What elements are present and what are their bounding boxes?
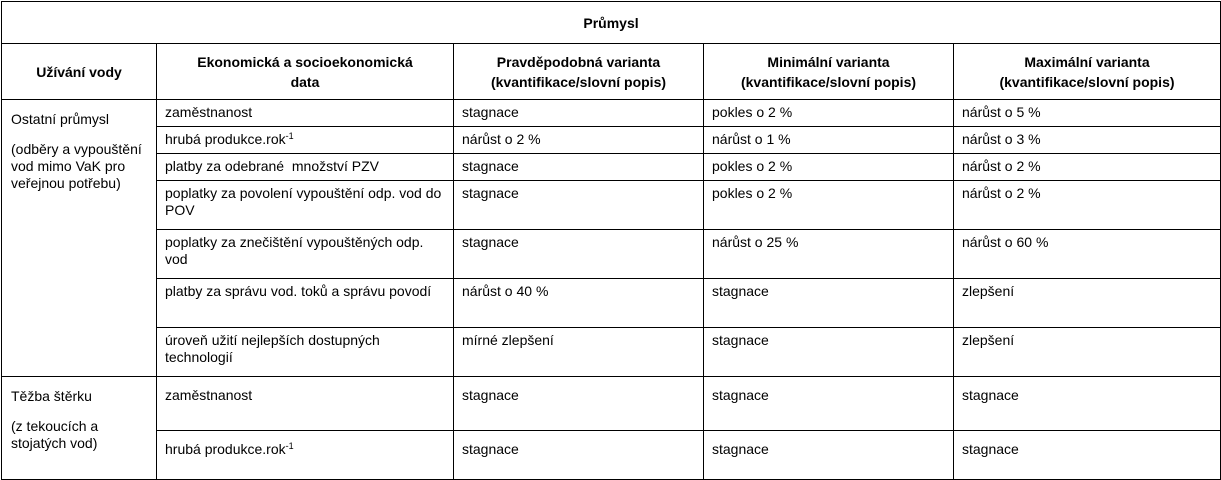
cell-maximal: nárůst o 60 % [954,230,1221,279]
cell-probable: nárůst o 2 % [454,127,704,154]
industry-table [1,1,1221,480]
cell-maximal: nárůst o 3 % [954,127,1221,154]
cell-probable: stagnace [454,100,704,127]
cell-probable: mírné zlepšení [454,328,704,377]
cell-minimal: stagnace [704,328,954,377]
cell-economic: úroveň užití nejlepších dostupných technologií [157,328,454,377]
table-title: Průmysl [2,2,1221,44]
cell-economic: poplatky za znečištění vypouštěných odp. vod [157,230,454,279]
cell-minimal: stagnace [704,377,954,431]
table-row [2,377,1221,431]
cell-minimal: nárůst o 1 % [704,127,954,154]
cell-economic: zaměstnanost [157,377,454,431]
header-water-use: Užívání vody [2,44,157,100]
table-row [2,431,1221,480]
group-name: Těžba štěrku [11,388,92,404]
cell-maximal: stagnace [954,431,1221,480]
cell-probable: stagnace [454,154,704,181]
header-minimal-variant: Minimální varianta (kvantifikace/slovní popis) [704,44,954,100]
table-title-row [2,2,1221,44]
table-row [2,181,1221,230]
cell-probable: stagnace [454,431,704,480]
cell-minimal: nárůst o 25 % [704,230,954,279]
table-row [2,230,1221,279]
cell-minimal: stagnace [704,279,954,328]
cell-economic: hrubá produkce.rok$^{-1}$ [157,431,454,480]
cell-minimal: pokles o 2 % [704,181,954,230]
table-row [2,100,1221,127]
cell-minimal: pokles o 2 % [704,100,954,127]
group-cell-other-industry [2,100,157,377]
cell-maximal: nárůst o 2 % [954,154,1221,181]
cell-maximal: zlepšení [954,328,1221,377]
cell-economic: zaměstnanost [157,100,454,127]
table-header-row [2,44,1221,100]
cell-probable: nárůst o 40 % [454,279,704,328]
group-note: (odběry a vypouštění vod mimo VaK pro veřejnou potřebu) [11,141,142,191]
group-cell-gravel-mining [2,377,157,480]
cell-probable: stagnace [454,377,704,431]
group-note: (z tekoucích a stojatých vod) [11,418,99,451]
header-economic-data: Ekonomická a socioekonomická data [157,44,454,100]
group-name: Ostatní průmysl [11,111,110,127]
cell-maximal: nárůst o 2 % [954,181,1221,230]
table-row [2,279,1221,328]
cell-probable: stagnace [454,230,704,279]
cell-maximal: zlepšení [954,279,1221,328]
table-row [2,328,1221,377]
table-row [2,154,1221,181]
cell-economic: platby za odebrané množství PZV [157,154,454,181]
cell-maximal: nárůst o 5 % [954,100,1221,127]
header-maximal-variant: Maximální varianta (kvantifikace/slovní popis) [954,44,1221,100]
cell-maximal: stagnace [954,377,1221,431]
cell-minimal: stagnace [704,431,954,480]
cell-minimal: pokles o 2 % [704,154,954,181]
cell-economic: platby za správu vod. toků a správu povodí [157,279,454,328]
table-row [2,127,1221,154]
cell-economic: hrubá produkce.rok$^{-1}$ [157,127,454,154]
cell-probable: stagnace [454,181,704,230]
header-probable-variant: Pravděpodobná varianta (kvantifikace/slovní popis) [454,44,704,100]
cell-economic: poplatky za povolení vypouštění odp. vod do POV [157,181,454,230]
